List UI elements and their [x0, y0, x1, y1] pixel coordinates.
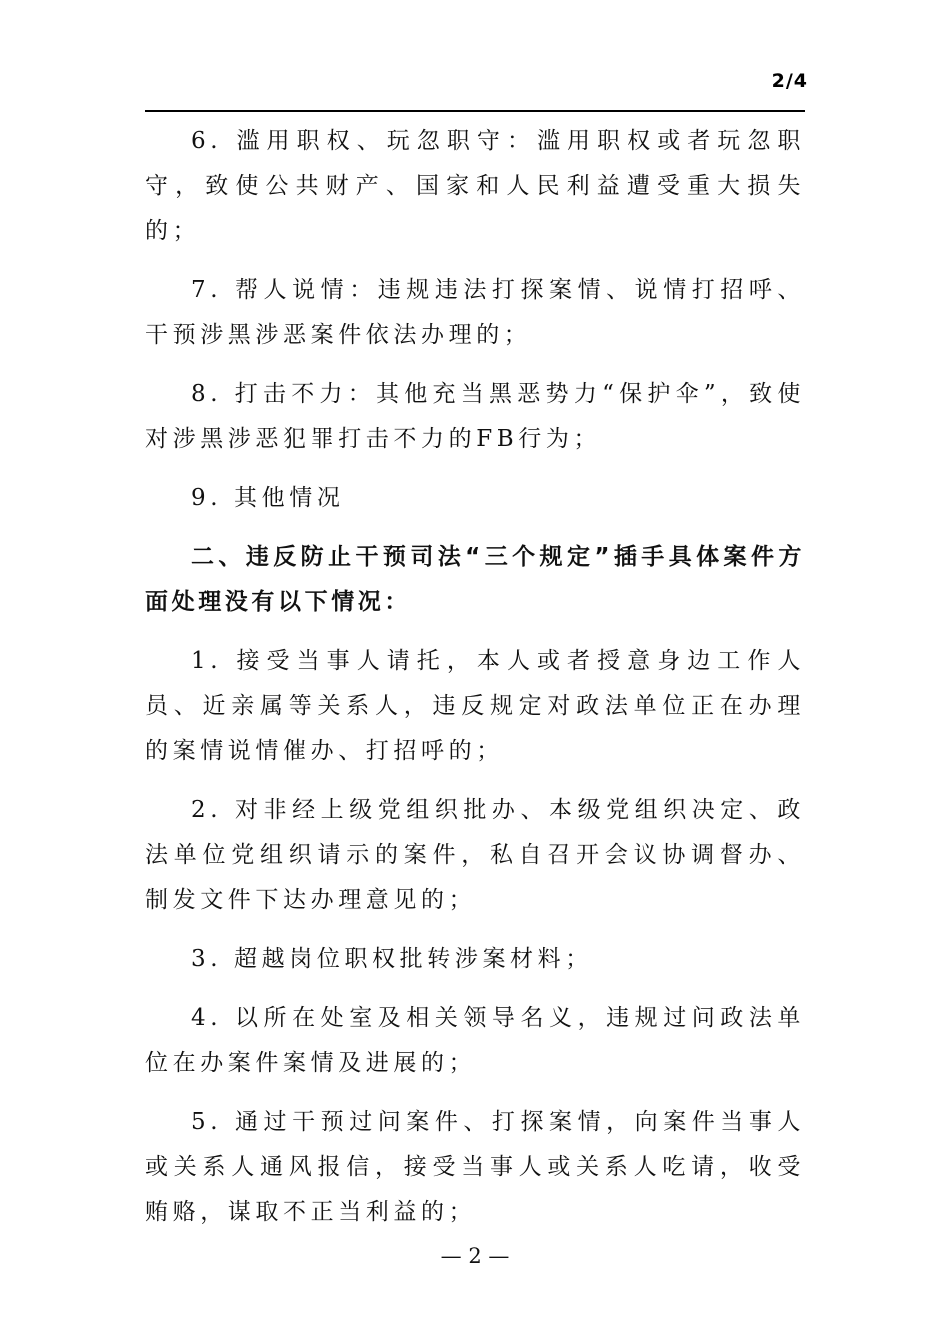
list-item-ineffective-crackdown: 8. 打击不力：其他充当黑恶势力“保护伞”，致使对涉黑涉恶犯罪打击不力的FB行为； [145, 381, 805, 452]
footer-page-number: — 2 — [440, 1244, 510, 1268]
header-rule [145, 110, 805, 112]
list-item-exceeding-authority: 3. 超越岗位职权批转涉案材料； [191, 946, 593, 972]
list-item-improper-inquiry: 4. 以所在处室及相关领导名义，违规过问政法单位在办案件案情及进展的； [145, 1005, 805, 1076]
list-item-unauthorized-meetings: 2. 对非经上级党组织批办、本级党组织决定、政法单位党组织请示的案件，私自召开会议协调督办、制发文件下达办理意见的； [145, 797, 805, 913]
list-item-other: 9. 其他情况 [191, 485, 345, 511]
document-body [145, 119, 805, 1249]
section-heading: 二、违反防止干预司法“三个规定”插手具体案件方面处理没有以下情况： [145, 544, 805, 615]
list-item-abuse-of-power: 6. 滥用职权、玩忽职守：滥用职权或者玩忽职守，致使公共财产、国家和人民利益遭受重大损失的； [145, 128, 805, 244]
list-item-interceding: 7. 帮人说情：违规违法打探案情、说情打招呼、干预涉黑涉恶案件依法办理的； [145, 277, 805, 348]
list-item-leaking-information: 5. 通过干预过问案件、打探案情，向案件当事人或关系人通风报信，接受当事人或关系人吃请，收受贿赂，谋取不正当利益的； [145, 1109, 805, 1225]
page-indicator: 2/4 [771, 70, 808, 92]
list-item-accepting-requests: 1. 接受当事人请托，本人或者授意身边工作人员、近亲属等关系人，违反规定对政法单位正在办理的案情说情催办、打招呼的； [145, 648, 805, 764]
